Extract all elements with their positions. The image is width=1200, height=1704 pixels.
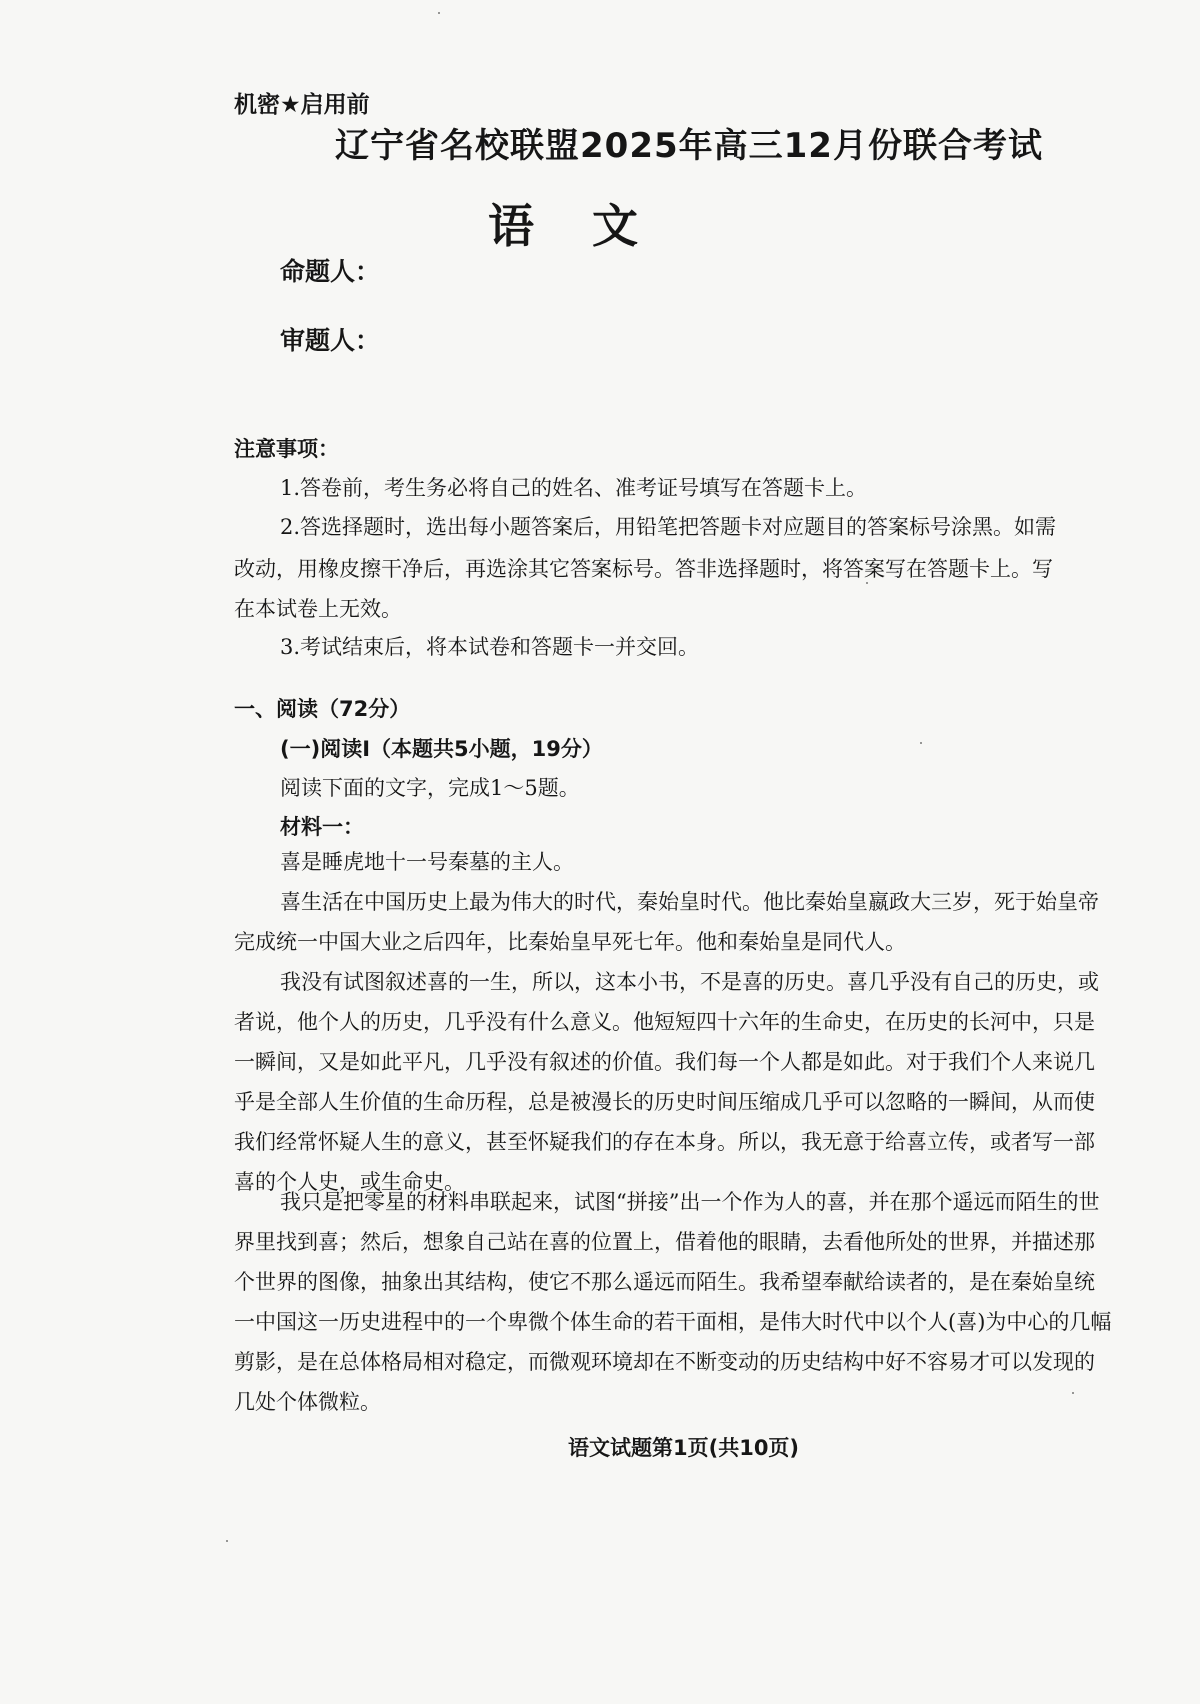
notice-item-3: 3.考试结束后，将本试卷和答题卡一并交回。 xyxy=(280,635,700,659)
scan-speck xyxy=(438,12,440,14)
paragraph-3: 我没有试图叙述喜的一生，所以，这本小书，不是喜的历史。喜几乎没有自己的历史，或者说，他个人的历史，几乎没有什么意义。他短短四十六年的生命史，在历史的长河中，只是一瞬间，又是如此平凡，几乎没有叙述的价值。我们每一个人都是如此。对于我们个人来说几乎是全部人生价值的生命历程，总是被漫长的历史时间压缩成几乎可以忽略的一瞬间，从而使我们经常怀疑人生的意义，甚至怀疑我们的存在本身。所以，我无意于给喜立传，或者写一部喜的个人史，或生命史。 xyxy=(234,970,1099,1194)
scan-speck xyxy=(920,742,922,744)
proposer-label: 命题人： xyxy=(280,257,381,286)
notice-item-2-line-2: 改动，用橡皮擦干净后，再选涂其它答案标号。答非选择题时，将答案写在答题卡上。写 xyxy=(234,557,1053,581)
subject-title: 语文 xyxy=(488,199,696,253)
scan-speck xyxy=(226,1540,228,1542)
exam-title: 辽宁省名校联盟2025年高三12月份联合考试 xyxy=(335,126,1043,166)
scan-speck xyxy=(866,582,868,584)
notice-item-1: 1.答卷前，考生务必将自己的姓名、准考证号填写在答题卡上。 xyxy=(280,476,868,500)
confidential-label: 机密★启用前 xyxy=(234,92,370,118)
notice-item-2-line-1: 2.答选择题时，选出每小题答案后，用铅笔把答题卡对应题目的答案标号涂黑。如需 xyxy=(280,515,1057,539)
paragraph-1: 喜是睡虎地十一号秦墓的主人。 xyxy=(280,850,574,874)
notice-item-2-line-3: 在本试卷上无效。 xyxy=(234,597,402,621)
material-label: 材料一： xyxy=(280,815,364,839)
scan-speck xyxy=(1072,1392,1074,1394)
paragraph-4: 我只是把零星的材料串联起来，试图“拼接”出一个作为人的喜，并在那个遥远而陌生的世界里找到喜；然后，想象自己站在喜的位置上，借着他的眼睛，去看他所处的世界，并描述那个世界的图像，抽象出其结构，使它不那么遥远而陌生。我希望奉献给读者的，是在秦始皇统一中国这一历史进程中的一个卑微个体生命的若干面相，是伟大时代中以个人(喜)为中心的几幅剪影，是在总体格局相对稳定，而微观环境却在不断变动的历史结构中好不容易才可以发现的几处个体微粒。 xyxy=(234,1190,1112,1414)
section-instruction: 阅读下面的文字，完成1～5题。 xyxy=(280,776,580,800)
reviewer-label: 审题人： xyxy=(280,326,381,355)
paragraph-2: 喜生活在中国历史上最为伟大的时代，秦始皇时代。他比秦始皇嬴政大三岁，死于始皇帝完成统一中国大业之后四年，比秦始皇早死七年。他和秦始皇是同代人。 xyxy=(234,890,1099,954)
section-heading: 一、阅读（72分） xyxy=(234,697,411,721)
section-subheading: (一)阅读Ⅰ（本题共5小题，19分） xyxy=(280,737,603,761)
page-footer: 语文试题第1页(共10页) xyxy=(568,1436,800,1460)
notice-heading: 注意事项： xyxy=(234,437,339,461)
